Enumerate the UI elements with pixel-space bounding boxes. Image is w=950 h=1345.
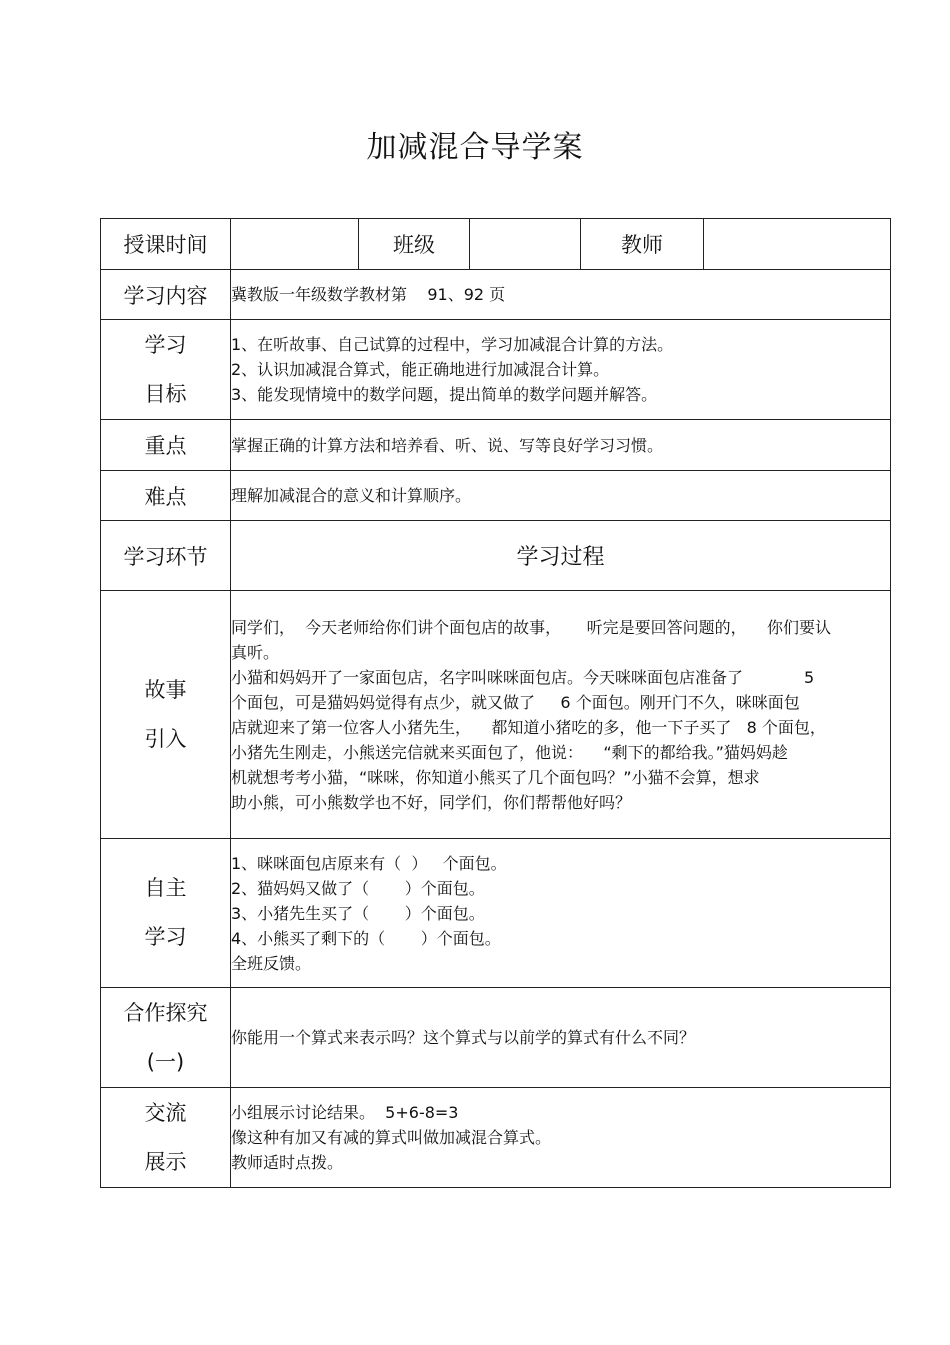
- section-process-label: 学习过程: [231, 521, 891, 591]
- exchange-label-line-2: 展示: [144, 1149, 187, 1174]
- self-study-line: 1、咪咪面包店原来有（ ） 个面包。: [231, 853, 507, 873]
- goal-item: 2、认识加减混合算式，能正确地进行加减混合计算。: [231, 360, 610, 379]
- self-study-line: 3、小猪先生买了（ ）个面包。: [231, 903, 485, 923]
- goals-text: [231, 320, 891, 420]
- exchange-line: 教师适时点拨。: [231, 1153, 344, 1172]
- story-label: [101, 591, 231, 839]
- story-line: 店就迎来了第一位客人小猪先生， 都知道小猪吃的多，他一下子买了 8 个面包，: [231, 717, 826, 737]
- story-line: 助小熊，可小熊数学也不好，同学们，你们帮帮他好吗？: [231, 792, 632, 812]
- exchange-row: [101, 1088, 891, 1188]
- story-line: 真听。: [231, 642, 280, 662]
- story-line: 个面包，可是猫妈妈觉得有点少，就又做了 6 个面包。刚开门不久，咪咪面包: [231, 692, 800, 712]
- difficulty-label: 难点: [101, 471, 231, 521]
- header-row: [101, 219, 891, 270]
- self-study-line: 4、小熊买了剩下的（ ）个面包。: [231, 928, 501, 948]
- self-study-line: 2、猫妈妈又做了（ ）个面包。: [231, 878, 485, 898]
- story-line: 小猫和妈妈开了一家面包店，名字叫咪咪面包店。今天咪咪面包店准备了 5: [231, 667, 815, 687]
- cooperate-label: [101, 988, 231, 1088]
- cooperate-label-line-1: 合作探究: [123, 1000, 208, 1025]
- self-study-label: [101, 839, 231, 988]
- lesson-plan-table: [100, 218, 891, 1188]
- class-label: 班级: [359, 219, 470, 270]
- goal-item: 1、在听故事、自己试算的过程中，学习加减混合计算的方法。: [231, 335, 674, 354]
- story-label-line-2: 引入: [144, 726, 187, 751]
- exchange-text: [231, 1088, 891, 1188]
- self-study-label-line-2: 学习: [144, 925, 187, 949]
- cooperate-text: 你能用一个算式来表示吗？这个算式与以前学的算式有什么不同？: [231, 988, 891, 1088]
- class-value: [470, 219, 581, 270]
- difficulty-text: 理解加减混合的意义和计算顺序。: [231, 471, 891, 521]
- self-study-row: [101, 839, 891, 988]
- goals-row: [101, 320, 891, 420]
- cooperate-label-line-2: (一): [146, 1049, 185, 1074]
- goals-label-line-2: 目标: [144, 381, 187, 406]
- goal-item: 3、能发现情境中的数学问题，提出简单的数学问题并解答。: [231, 385, 658, 404]
- key-point-text: 掌握正确的计算方法和培养看、听、说、写等良好学习习惯。: [231, 420, 891, 471]
- key-point-row: [101, 420, 891, 471]
- teacher-value: [704, 219, 891, 270]
- difficulty-row: [101, 471, 891, 521]
- story-row: [101, 591, 891, 839]
- time-label: 授课时间: [101, 219, 231, 270]
- section-header-row: [101, 521, 891, 591]
- goals-label-line-1: 学习: [144, 332, 187, 357]
- content-row: [101, 270, 891, 320]
- story-line: 小猪先生刚走，小熊送完信就来买面包了，他说： “剩下的都给我。”猫妈妈趁: [231, 742, 788, 762]
- exchange-line: 小组展示讨论结果。 5+6-8=3: [231, 1103, 459, 1122]
- content-text: 冀教版一年级数学教材第 91、92 页: [231, 270, 891, 320]
- time-value: [231, 219, 359, 270]
- exchange-line: 像这种有加又有减的算式叫做加减混合算式。: [231, 1128, 552, 1147]
- goals-label: [101, 320, 231, 420]
- exchange-label: [101, 1088, 231, 1188]
- key-point-label: 重点: [101, 420, 231, 471]
- self-study-label-line-1: 自主: [144, 876, 187, 900]
- story-text: [231, 591, 891, 839]
- story-line: 机就想考考小猫，“咪咪，你知道小熊买了几个面包吗？”小猫不会算，想求: [231, 767, 760, 787]
- content-label: 学习内容: [101, 270, 231, 320]
- story-label-line-1: 故事: [144, 677, 187, 702]
- story-line: 同学们， 今天老师给你们讲个面包店的故事， 听完是要回答问题的， 你们要认: [231, 617, 831, 637]
- exchange-label-line-1: 交流: [144, 1100, 187, 1125]
- self-study-line: 全班反馈。: [231, 953, 312, 973]
- self-study-text: [231, 839, 891, 988]
- teacher-label: 教师: [581, 219, 704, 270]
- cooperate-row: [101, 988, 891, 1088]
- page-title: 加减混合导学案: [366, 130, 584, 165]
- section-label: 学习环节: [101, 521, 231, 591]
